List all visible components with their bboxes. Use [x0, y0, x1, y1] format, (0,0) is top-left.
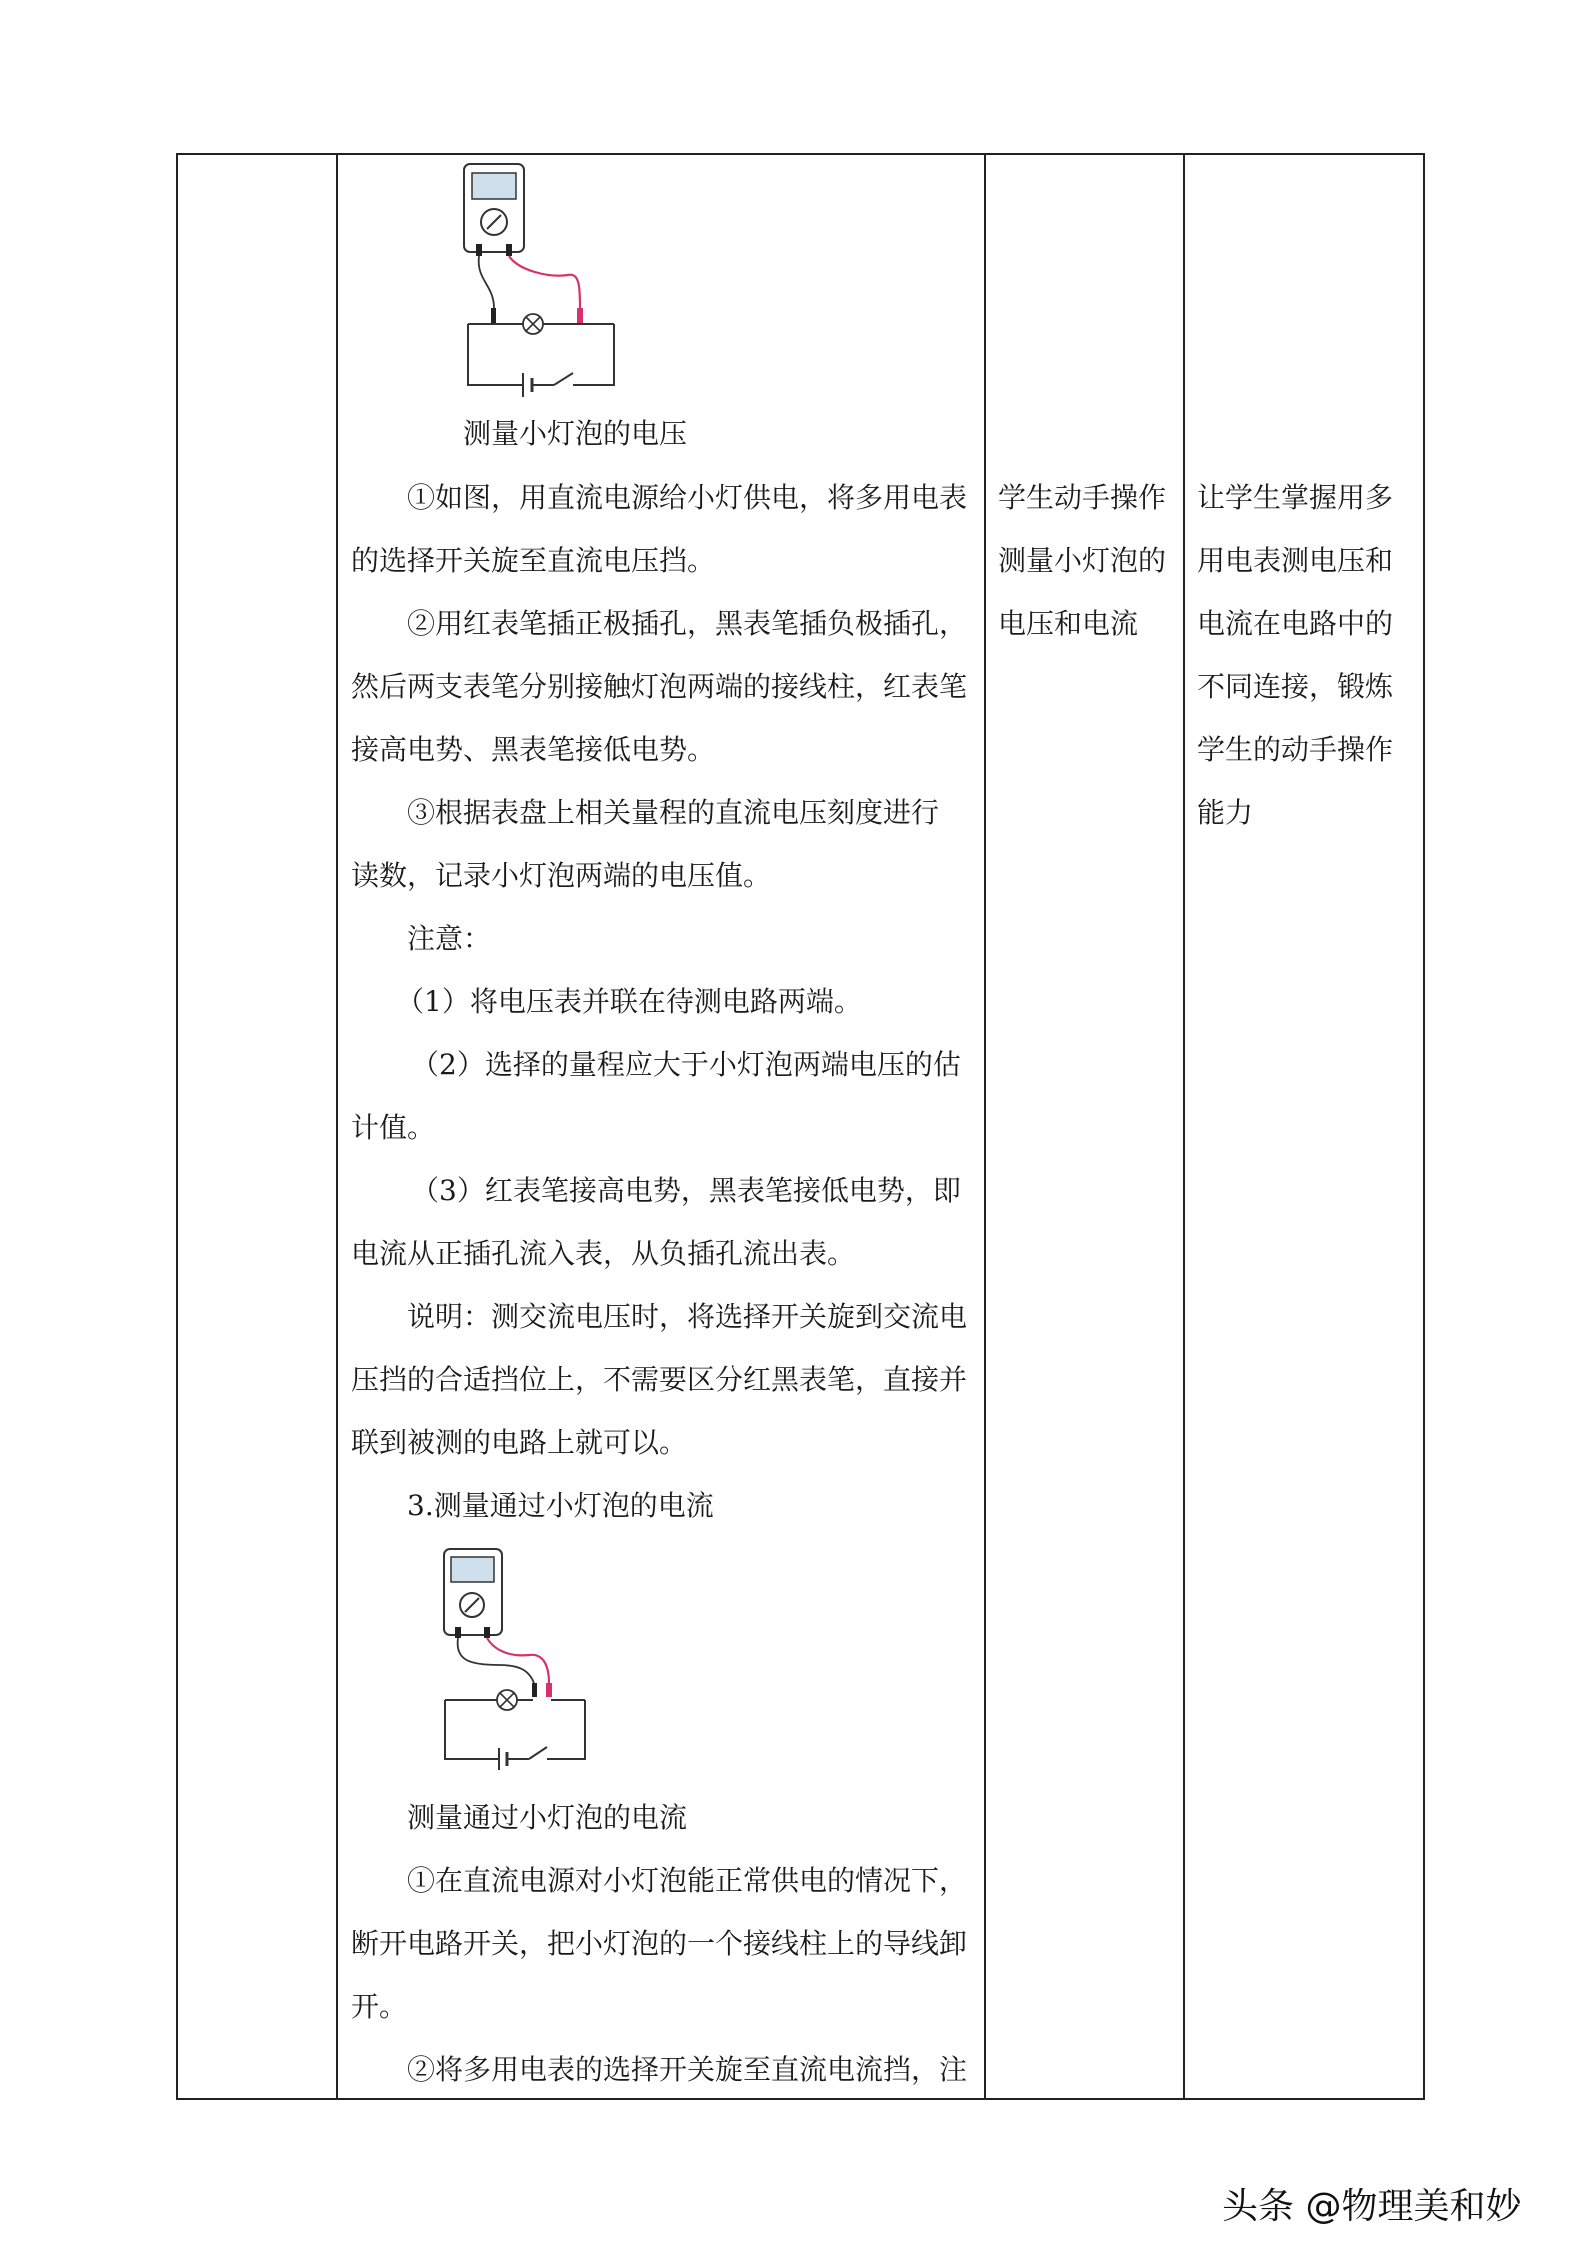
design-intent-line-5: 学生的动手操作	[1197, 733, 1394, 766]
paragraph-current-step1-line3: 开。	[351, 1990, 408, 2023]
design-intent-line-2: 用电表测电压和	[1197, 544, 1394, 577]
design-intent-line-3: 电流在电路中的	[1197, 607, 1394, 640]
paragraph-step1-line2: 的选择开关旋至直流电压挡。	[351, 544, 716, 577]
design-intent-line-6: 能力	[1197, 796, 1254, 829]
table-cell-empty	[176, 153, 336, 2100]
paragraph-step2-line3: 接高电势、黑表笔接低电势。	[351, 733, 716, 766]
paragraph-step2-line2: 然后两支表笔分别接触灯泡两端的接线柱，红表笔	[351, 670, 968, 703]
figure-caption-current: 测量通过小灯泡的电流	[407, 1801, 688, 1834]
current-measurement-figure	[439, 1545, 599, 1771]
design-intent-line-4: 不同连接，锻炼	[1197, 670, 1394, 703]
note-item-1: （1）将电压表并联在待测电路两端。	[396, 985, 862, 1018]
figure-caption-voltage: 测量小灯泡的电压	[463, 417, 688, 450]
watermark: 头条 @物理美和妙	[1222, 2186, 1522, 2227]
student-activity-line-2: 测量小灯泡的	[998, 544, 1167, 577]
paragraph-step2-line1: ②用红表笔插正极插孔，黑表笔插负极插孔，	[407, 607, 968, 640]
design-intent-text	[1197, 466, 1393, 844]
section-3-title: 3.测量通过小灯泡的电流	[407, 1489, 714, 1522]
student-activity-text	[998, 466, 1166, 655]
student-activity-line-1: 学生动手操作	[998, 481, 1167, 514]
paragraph-step3-line1: ③根据表盘上相关量程的直流电压刻度进行	[407, 796, 940, 829]
explanation-line2: 压挡的合适挡位上，不需要区分红黑表笔，直接并	[351, 1363, 968, 1396]
note-item-3-line1: （3）红表笔接高电势，黑表笔接低电势，即	[411, 1174, 961, 1207]
paragraph-step3-line2: 读数，记录小灯泡两端的电压值。	[351, 859, 772, 892]
table-cell-design-intent	[1183, 153, 1425, 2100]
student-activity-line-3: 电压和电流	[998, 607, 1139, 640]
paragraph-current-step2-line1: ②将多用电表的选择开关旋至直流电流挡，注	[407, 2053, 968, 2086]
paragraph-step1-line1: ①如图，用直流电源给小灯供电，将多用电表	[407, 481, 968, 514]
note-item-3-line2: 电流从正插孔流入表，从负插孔流出表。	[351, 1237, 856, 1270]
note-item-2-line1: （2）选择的量程应大于小灯泡两端电压的估	[411, 1048, 961, 1081]
explanation-line3: 联到被测的电路上就可以。	[351, 1426, 688, 1459]
design-intent-line-1: 让学生掌握用多	[1197, 481, 1394, 514]
note-title: 注意：	[407, 922, 492, 955]
paragraph-current-step1-line2: 断开电路开关，把小灯泡的一个接线柱上的导线卸	[351, 1927, 968, 1960]
explanation-line1: 说明：测交流电压时，将选择开关旋到交流电	[407, 1300, 968, 1333]
voltage-measurement-figure	[458, 160, 628, 395]
note-item-2-line2: 计值。	[351, 1111, 436, 1144]
paragraph-current-step1-line1: ①在直流电源对小灯泡能正常供电的情况下，	[407, 1864, 968, 1897]
